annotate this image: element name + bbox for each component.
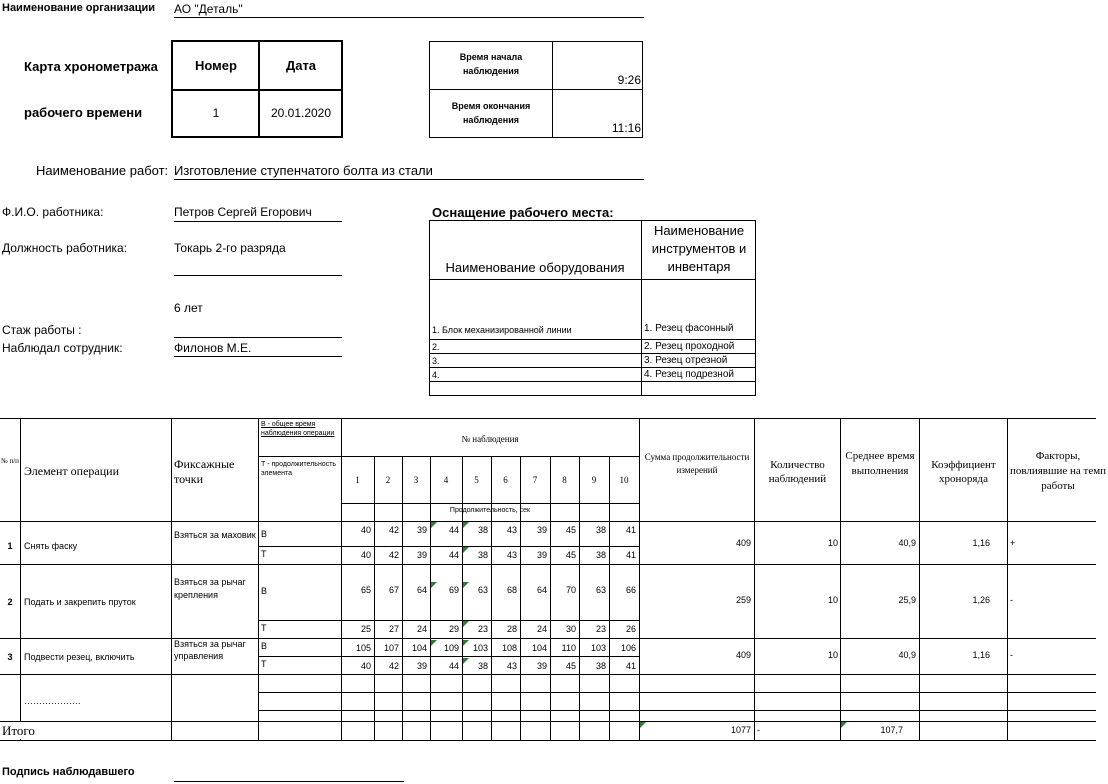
t-value: 38 (477, 661, 488, 671)
row-avg: 40,9 (898, 650, 916, 660)
b-value: 44 (448, 525, 459, 535)
header-sum: Сумма продолжительности измерений (644, 452, 750, 475)
header-count: Количество наблюдений (768, 459, 827, 485)
header-coef: Коэффициент хроноряда (931, 459, 996, 485)
t-value: 45 (565, 550, 576, 560)
b-value: 104 (531, 643, 547, 653)
obs-num-2: 2 (385, 475, 391, 485)
experience-label: Стаж работы : (2, 323, 82, 337)
cell-marker (463, 621, 469, 627)
t-value: 38 (595, 661, 606, 671)
row-fixation: Взяться за маховик (174, 530, 256, 540)
equipment-row-4-col1: 4. (432, 370, 440, 380)
row-t-letter: Т (261, 549, 267, 559)
b-value: 42 (388, 525, 399, 535)
t-value: 42 (388, 550, 399, 560)
b-value: 105 (355, 643, 371, 653)
total-sum: 1077 (730, 725, 751, 735)
work-value: Изготовление ступенчатого болта из стали (174, 163, 644, 180)
obs-num-6: 6 (503, 475, 508, 485)
cell-marker (463, 658, 469, 664)
cell-marker (463, 582, 469, 588)
row-coef: 1,16 (972, 650, 990, 660)
equipment-row-3-col1: 3. (432, 356, 440, 366)
row-avg: 40,9 (898, 538, 916, 548)
fio-value: Петров Сергей Егорович (174, 205, 342, 222)
t-value: 45 (565, 661, 576, 671)
t-value: 40 (360, 550, 371, 560)
t-value: 27 (388, 624, 399, 634)
row-fixation: Взяться за рычаг управления (174, 639, 246, 661)
header-observation: № наблюдения (461, 434, 519, 444)
t-value: 39 (416, 550, 427, 560)
equipment-row-2-col1: 2. (432, 342, 440, 352)
b-value: 109 (443, 643, 459, 653)
row-sum: 409 (735, 650, 751, 660)
b-value: 110 (561, 643, 576, 653)
b-value: 65 (360, 585, 371, 595)
row-num: 1 (7, 541, 13, 551)
header-avg: Среднее время выполнения (845, 450, 915, 477)
t-value: 44 (448, 550, 459, 560)
row-factor: - (1010, 595, 1013, 605)
t-value: 41 (625, 550, 636, 560)
org-value: АО "Деталь" (174, 2, 644, 18)
equipment-col2: Наименование инструментов и инвентаря (651, 223, 747, 274)
t-value: 26 (625, 624, 636, 634)
row-element: Снять фаску (24, 541, 78, 551)
t-value: 29 (448, 624, 459, 634)
t-value: 40 (360, 661, 371, 671)
b-value: 43 (506, 525, 517, 535)
placeholder-dots: ………………. (24, 696, 81, 706)
obs-num-7: 7 (532, 475, 538, 485)
row-t-letter: Т (261, 659, 267, 669)
cell-marker (463, 522, 469, 528)
experience-value: 6 лет (174, 301, 203, 315)
cell-marker (463, 640, 469, 646)
start-time-label: Время начала наблюдения (459, 52, 523, 76)
equipment-col1: Наименование оборудования (445, 260, 625, 275)
total-count: - (757, 725, 760, 735)
b-value: 38 (595, 525, 606, 535)
position-value: Токарь 2-го разряда (174, 241, 286, 255)
equipment-row-2-col2: 2. Резец проходной (644, 341, 735, 352)
t-value: 30 (565, 624, 576, 634)
row-num: 2 (7, 597, 13, 607)
t-value: 39 (416, 661, 427, 671)
row-coef: 1,16 (972, 538, 990, 548)
card-date: 20.01.2020 (270, 106, 332, 120)
total-label: Итого (2, 723, 35, 738)
b-value: 67 (388, 585, 399, 595)
b-value: 64 (536, 585, 547, 595)
b-value: 103 (590, 643, 606, 653)
b-value: 106 (620, 643, 636, 653)
obs-num-8: 8 (562, 475, 567, 485)
row-coef: 1,26 (972, 595, 990, 605)
t-value: 24 (416, 624, 427, 634)
row-count: 10 (827, 650, 838, 660)
b-value: 64 (416, 585, 427, 595)
number-label: Номер (195, 58, 237, 73)
cell-marker (431, 522, 437, 528)
date-label: Дата (285, 58, 317, 73)
header-num: № п/п (1, 457, 19, 465)
cell-marker (841, 722, 847, 728)
row-element: Подать и закрепить пруток (24, 597, 136, 607)
t-value: 38 (477, 550, 488, 560)
row-sum: 409 (735, 538, 751, 548)
end-time: 11:16 (611, 121, 641, 135)
row-count: 10 (827, 595, 838, 605)
total-avg: 107,7 (880, 725, 903, 735)
row-element: Подвести резец, включить (24, 652, 135, 662)
observer-label: Наблюдал сотрудник: (2, 341, 123, 355)
row-b-letter: В (261, 586, 268, 596)
cell-marker (431, 582, 437, 588)
b-value: 38 (477, 525, 488, 535)
b-value: 63 (477, 585, 488, 595)
row-b-letter: В (261, 641, 268, 651)
obs-num-9: 9 (591, 475, 597, 485)
card-title-1: Карта хронометража (24, 59, 158, 74)
t-value: 24 (536, 624, 547, 634)
cell-marker (463, 547, 469, 553)
header-bt-2: Т - продолжительность элемента (261, 461, 337, 477)
header-fixation: Фиксажные точки (174, 457, 235, 486)
header-element: Элемент операции (24, 464, 120, 478)
cell-marker (431, 640, 437, 646)
card-title-2: рабочего времени (24, 105, 143, 120)
t-value: 39 (536, 661, 547, 671)
row-num: 3 (7, 652, 13, 662)
end-time-label: Время окончания наблюдения (451, 101, 531, 125)
b-value: 103 (472, 643, 488, 653)
b-value: 41 (625, 525, 636, 535)
b-value: 39 (536, 525, 547, 535)
t-value: 43 (506, 661, 517, 671)
b-value: 66 (625, 585, 636, 595)
row-factor: - (1010, 650, 1013, 660)
b-value: 107 (383, 643, 399, 653)
b-value: 63 (595, 585, 606, 595)
row-avg: 25,9 (898, 595, 916, 605)
signature-label: Подпись наблюдавшего (2, 766, 135, 778)
b-value: 108 (501, 643, 517, 653)
equipment-row-1-col1: 1. Блок механизированной линии (432, 325, 572, 335)
card-number: 1 (212, 106, 220, 120)
equipment-row-4-col2: 4. Резец подрезной (644, 369, 734, 380)
row-t-letter: Т (261, 623, 267, 633)
t-value: 38 (595, 550, 606, 560)
t-value: 39 (536, 550, 547, 560)
equipment-row-3-col2: 3. Резец отрезной (644, 355, 728, 366)
signature-line (174, 781, 404, 782)
row-count: 10 (827, 538, 838, 548)
t-value: 28 (506, 624, 517, 634)
header-factors: Факторы, повлиявшие на темп работы (1009, 450, 1107, 492)
fio-label: Ф.И.О. работника: (2, 205, 104, 219)
t-value: 23 (477, 624, 488, 634)
t-value: 43 (506, 550, 517, 560)
header-duration: Продолжительность, сек (449, 507, 531, 514)
org-label: Наименование организации (2, 2, 156, 14)
obs-num-10: 10 (619, 475, 629, 485)
obs-num-4: 4 (443, 475, 449, 485)
b-value: 40 (360, 525, 371, 535)
obs-num-3: 3 (413, 475, 419, 485)
b-value: 68 (506, 585, 517, 595)
t-value: 41 (625, 661, 636, 671)
cell-marker (640, 722, 646, 728)
b-value: 104 (411, 643, 427, 653)
equipment-row-1-col2: 1. Резец фасонный (644, 323, 734, 334)
obs-num-1: 1 (355, 475, 360, 485)
b-value: 69 (448, 585, 459, 595)
b-value: 70 (565, 585, 576, 595)
header-bt-1: В - общее время наблюдения операции (261, 421, 335, 437)
t-value: 44 (448, 661, 459, 671)
start-time: 9:26 (617, 73, 641, 87)
equipment-title: Оснащение рабочего места: (432, 205, 614, 220)
row-sum: 259 (735, 595, 751, 605)
row-fixation: Взяться за рычаг крепления (174, 577, 246, 600)
b-value: 45 (565, 525, 576, 535)
t-value: 25 (360, 624, 371, 634)
row-b-letter: В (261, 529, 268, 539)
position-label: Должность работника: (2, 241, 128, 255)
b-value: 39 (416, 525, 427, 535)
t-value: 23 (595, 624, 606, 634)
obs-num-5: 5 (474, 475, 479, 485)
observer-value: Филонов М.Е. (174, 341, 342, 357)
t-value: 42 (388, 661, 399, 671)
row-factor: + (1010, 538, 1016, 548)
work-label: Наименование работ: (36, 163, 169, 178)
